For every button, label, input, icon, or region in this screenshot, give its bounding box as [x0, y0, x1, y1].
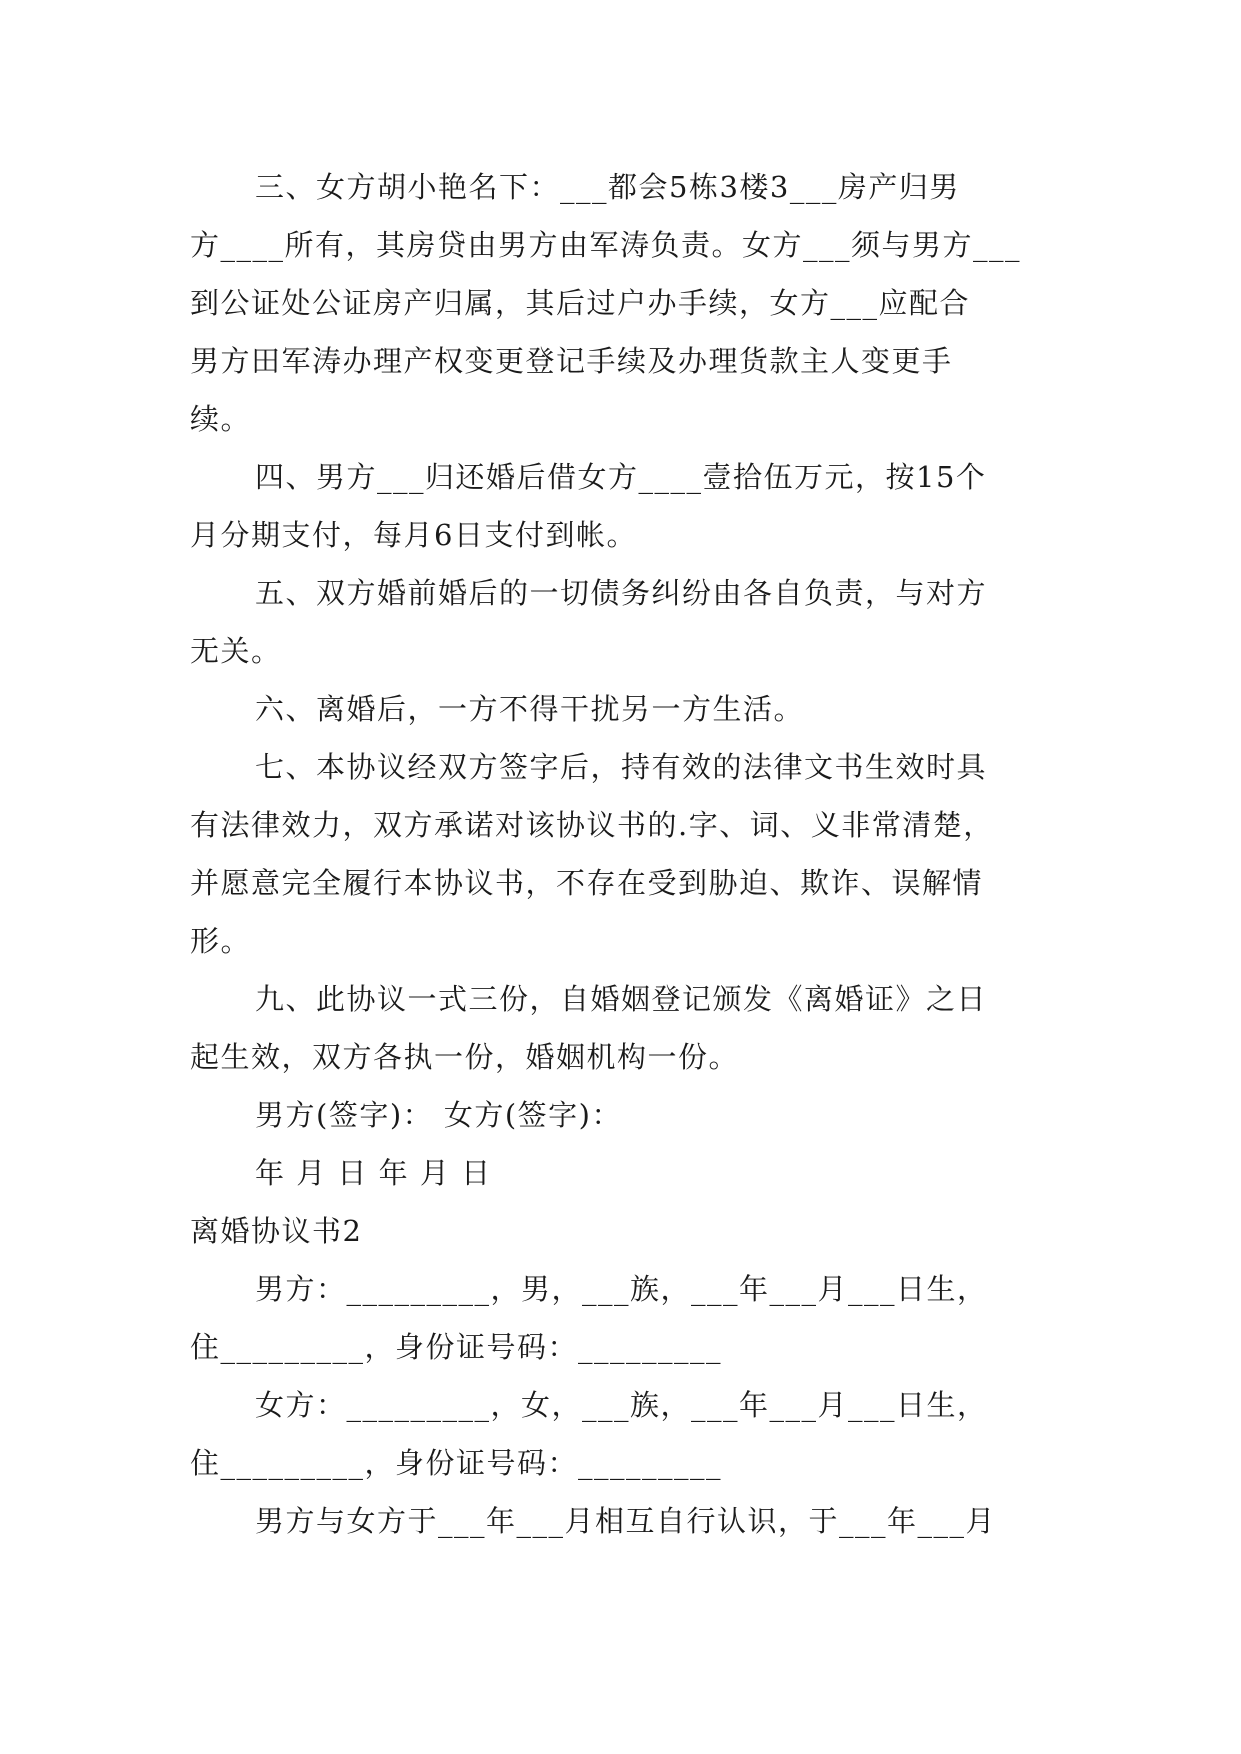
paragraph-line: 月分期支付，每月6日支付到帐。 — [190, 518, 637, 552]
section-heading: 离婚协议书2 — [190, 1214, 363, 1248]
paragraph-line: 住_________，身份证号码：_________ — [190, 1330, 723, 1364]
paragraph-line: 无关。 — [190, 634, 282, 668]
paragraph-line: 到公证处公证房产归属，其后过户办手续，女方___应配合 — [190, 286, 971, 320]
paragraph-line: 六、离婚后，一方不得干扰另一方生活。 — [255, 692, 805, 726]
paragraph-line: 并愿意完全履行本协议书，不存在受到胁迫、欺诈、误解情 — [190, 866, 984, 900]
paragraph-line: 方____所有，其房贷由男方由军涛负责。女方___须与男方___ — [190, 228, 1022, 262]
paragraph-line: 五、双方婚前婚后的一切债务纠纷由各自负责，与对方 — [255, 576, 988, 610]
paragraph-line: 续。 — [190, 402, 252, 436]
paragraph-line: 七、本协议经双方签字后，持有效的法律文书生效时具 — [255, 750, 988, 784]
date-line: 年 月 日 年 月 日 — [255, 1156, 492, 1190]
paragraph-line: 住_________，身份证号码：_________ — [190, 1446, 723, 1480]
signature-line: 男方(签字)： 女方(签字)： — [255, 1098, 622, 1132]
paragraph-line: 男方：_________，男，___族，___年___月___日生， — [255, 1272, 988, 1306]
paragraph-line: 起生效，双方各执一份，婚姻机构一份。 — [190, 1040, 740, 1074]
paragraph-line: 九、此协议一式三份，自婚姻登记颁发《离婚证》之日 — [255, 982, 988, 1016]
paragraph-line: 三、女方胡小艳名下：___都会5栋3楼3___房产归男 — [255, 170, 960, 204]
paragraph-line: 四、男方___归还婚后借女方____壹拾伍万元，按15个 — [255, 460, 987, 494]
paragraph-line: 形。 — [190, 924, 252, 958]
paragraph-line: 有法律效力，双方承诺对该协议书的.字、词、义非常清楚， — [190, 808, 994, 842]
paragraph-line: 男方与女方于___年___月相互自行认识，于___年___月 — [255, 1504, 997, 1538]
paragraph-line: 女方：_________，女，___族，___年___月___日生， — [255, 1388, 988, 1422]
paragraph-line: 男方田军涛办理产权变更登记手续及办理货款主人变更手 — [190, 344, 953, 378]
